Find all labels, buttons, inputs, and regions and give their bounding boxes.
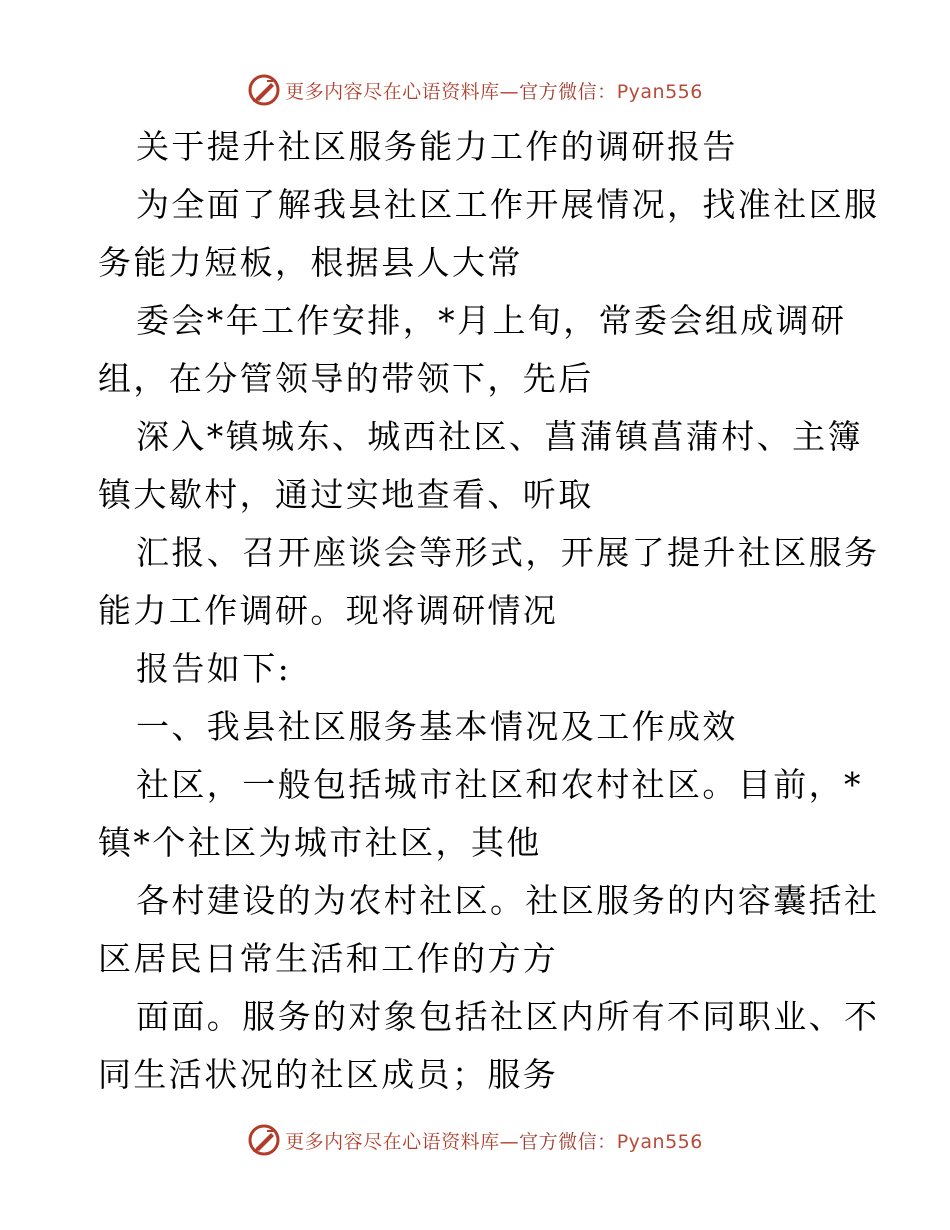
- watermark-wechat-id: Pyan556: [616, 1130, 703, 1153]
- logo-icon: [247, 73, 281, 107]
- document-title: 关于提升社区服务能力工作的调研报告: [136, 127, 738, 166]
- watermark-site-text: 更多内容尽在心语资料库: [285, 1130, 500, 1153]
- watermark-separator: —: [499, 80, 520, 103]
- watermark-site-text: 更多内容尽在心语资料库: [285, 80, 500, 103]
- paragraph-line: 面面。服务的对象包括社区内所有不同职业、不: [136, 997, 880, 1036]
- header-watermark: [0, 70, 950, 110]
- paragraph-line: 镇*个社区为城市社区，其他: [98, 823, 542, 862]
- paragraph-line: 委会*年工作安排，*月上旬，常委会组成调研: [136, 301, 847, 340]
- paragraph-line: 为全面了解我县社区工作开展情况，找准社区服: [136, 185, 880, 224]
- paragraph-line: 汇报、召开座谈会等形式，开展了提升社区服务: [136, 533, 880, 572]
- paragraph-line: 镇大歇村，通过实地查看、听取: [98, 475, 594, 514]
- paragraph-line: 深入*镇城东、城西社区、菖蒲镇菖蒲村、主簿: [136, 417, 863, 456]
- paragraph-line: 报告如下:: [136, 649, 292, 688]
- paragraph-line: 组，在分管领导的带领下，先后: [98, 359, 594, 398]
- logo-icon: [247, 1123, 281, 1157]
- paragraph-line: 各村建设的为农村社区。社区服务的内容囊括社: [136, 881, 880, 920]
- paragraph-line: 区居民日常生活和工作的方方: [98, 939, 559, 978]
- paragraph-line: 社区，一般包括城市社区和农村社区。目前，*: [136, 765, 863, 804]
- paragraph-line: 能力工作调研。现将调研情况: [98, 591, 559, 630]
- watermark-wechat-label: 官方微信：: [519, 1130, 617, 1153]
- footer-watermark: [0, 1120, 950, 1160]
- watermark-separator: —: [499, 1130, 520, 1153]
- paragraph-line: 务能力短板，根据县人大常: [98, 243, 523, 282]
- paragraph-line: 同生活状况的社区成员；服务: [98, 1055, 559, 1094]
- section-heading: 一、我县社区服务基本情况及工作成效: [136, 707, 738, 746]
- watermark-wechat-id: Pyan556: [616, 80, 703, 103]
- watermark-wechat-label: 官方微信：: [519, 80, 617, 103]
